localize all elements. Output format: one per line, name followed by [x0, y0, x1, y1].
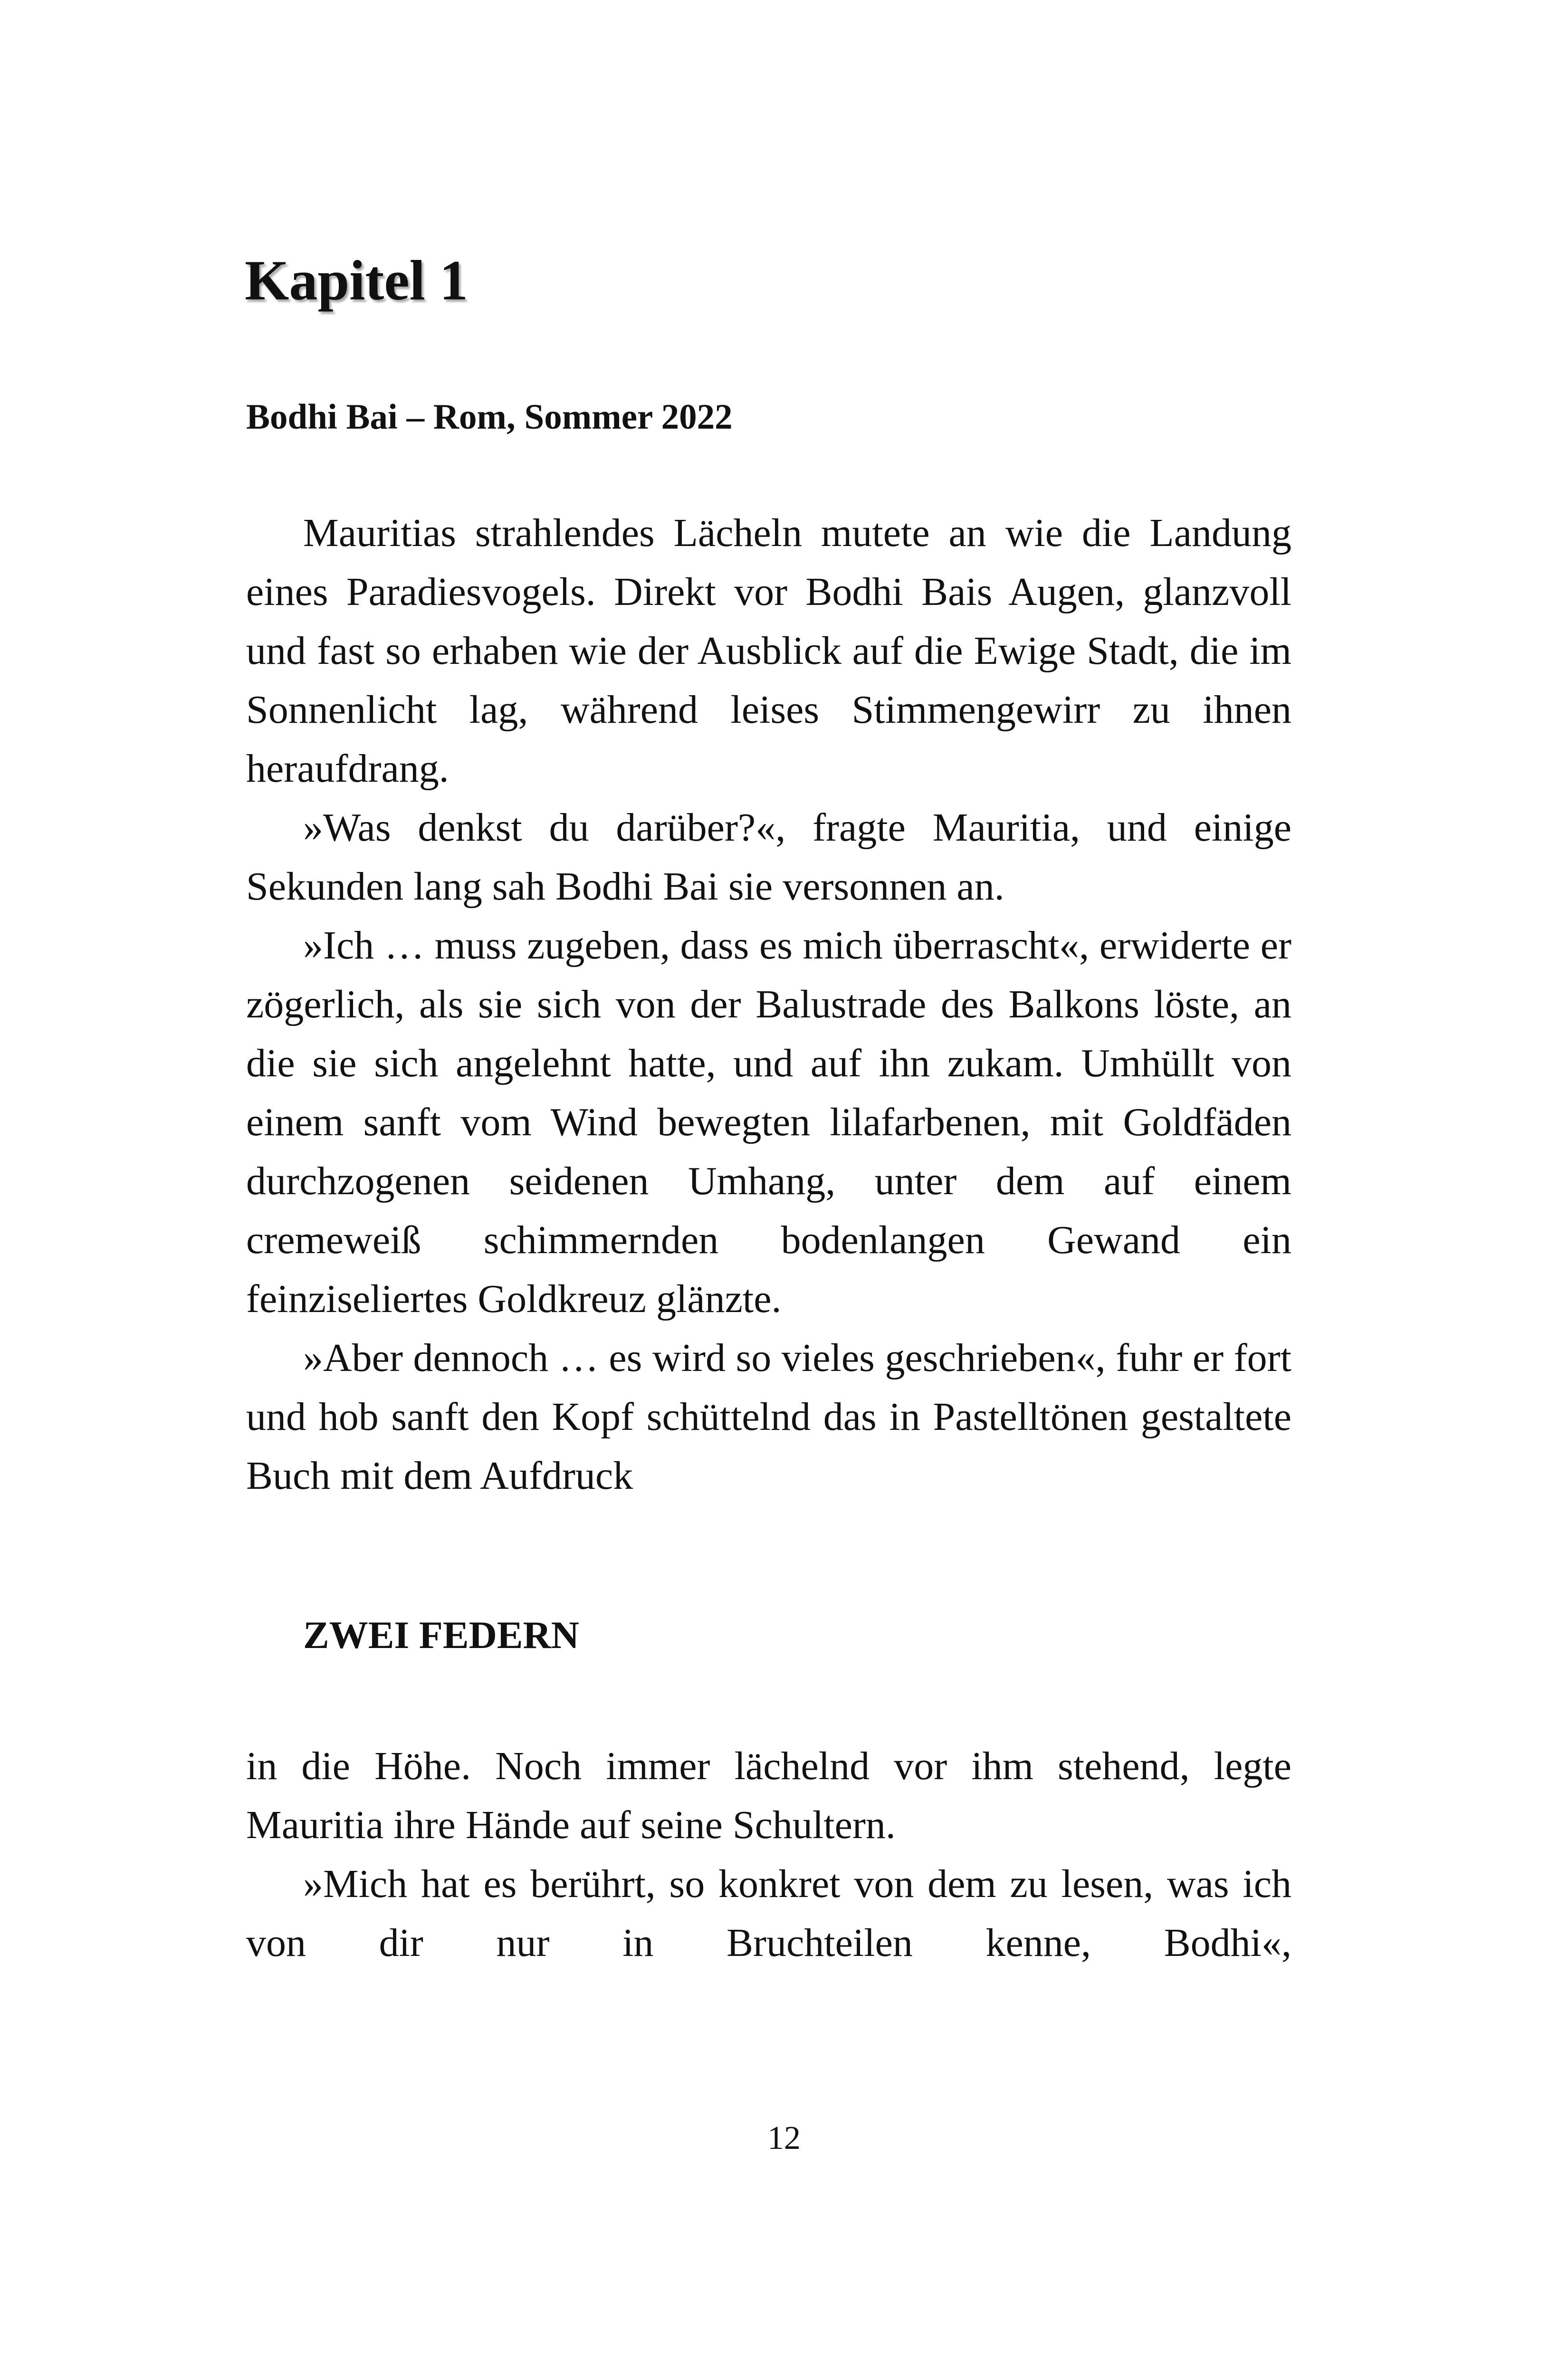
- paragraph: Mauritias strahlendes Lächeln mutete an wie die Landung eines Paradiesvogels. Direkt vor Bodhi Bais Augen, glanzvoll und fast so erhaben wie der Ausblick auf die Ewige Stadt, die im Sonnenlicht lag, während leises Stimmengewirr zu ihnen heraufdrang.: [246, 511, 1291, 791]
- page-number: 12: [767, 2120, 801, 2156]
- book-title-inline: ZWEI FEDERN: [303, 1613, 579, 1657]
- paragraph: »Mich hat es berührt, so konkret von dem zu lesen, was ich von dir nur in Bruchteilen kenne, Bodhi«,: [246, 1862, 1291, 1965]
- chapter-subheading: Bodhi Bai – Rom, Sommer 2022: [246, 397, 733, 437]
- body-text-bottom: [246, 1737, 1291, 1973]
- paragraph: »Aber dennoch … es wird so vieles geschrieben«, fuhr er fort und hob sanft den Kopf schüttelnd das in Pastelltönen gestaltete Buch mit dem Aufdruck: [246, 1336, 1291, 1498]
- paragraph-continuation: in die Höhe. Noch immer lächelnd vor ihm stehend, legte Mauritia ihre Hände auf seine Schultern.: [246, 1744, 1291, 1847]
- body-text-top: [246, 504, 1291, 1505]
- paragraph: »Was denkst du darüber?«, fragte Mauritia, und einige Sekunden lang sah Bodhi Bai sie versonnen an.: [246, 805, 1291, 909]
- paragraph: »Ich … muss zugeben, dass es mich überrascht«, erwiderte er zögerlich, als sie sich von der Balustrade des Balkons löste, an die sie sich angelehnt hatte, und auf ihn zukam. Umhüllt von einem sanft vom Wind bewegten lilafarbenen, mit Goldfäden durchzogenen seidenen Umhang, unter dem auf einem cremeweiß schimmernden bodenlangen Gewand ein feinziseliertes Goldkreuz glänzte.: [246, 923, 1291, 1321]
- chapter-title: Kapitel 1: [245, 249, 468, 312]
